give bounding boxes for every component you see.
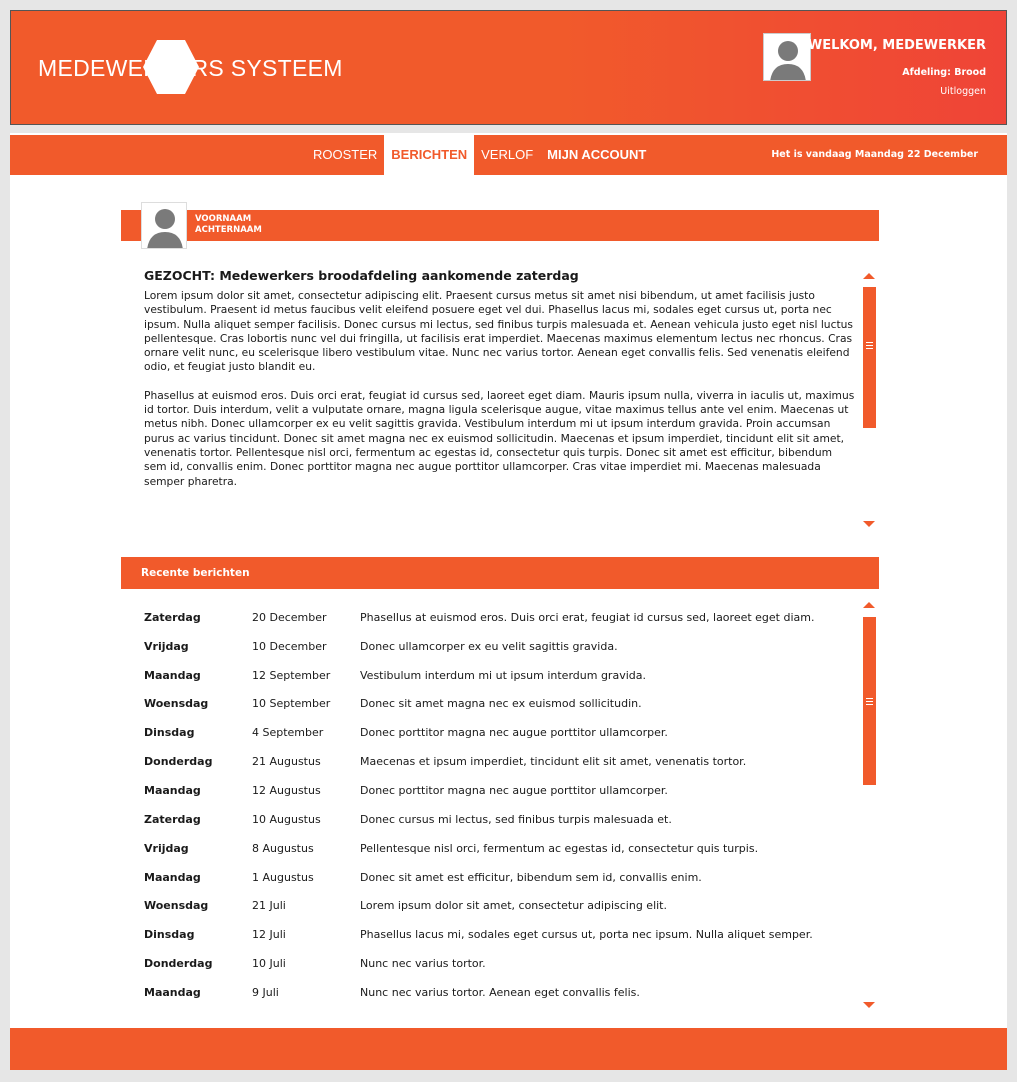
message-row[interactable] — [144, 661, 854, 690]
message-date: 21 Augustus — [252, 755, 321, 769]
message-day: Vrijdag — [144, 841, 189, 855]
scroll-up-icon[interactable] — [863, 602, 875, 608]
message-text: Donec cursus mi lectus, sed finibus turpis malesuada et. — [360, 812, 672, 826]
author-name — [195, 214, 262, 236]
app-logo[interactable] — [38, 39, 343, 97]
main-nav — [10, 135, 1007, 175]
message-day: Maandag — [144, 985, 201, 999]
message-row[interactable] — [144, 805, 854, 834]
message-row[interactable] — [144, 776, 854, 805]
message-text: Maecenas et ipsum imperdiet, tincidunt elit sit amet, venenatis tortor. — [360, 755, 747, 769]
message-day: Woensdag — [144, 697, 209, 711]
post-content — [144, 268, 856, 503]
message-day: Zaterdag — [144, 610, 201, 624]
message-date: 4 September — [252, 726, 324, 740]
message-date: 8 Augustus — [252, 841, 314, 855]
author-first-name: VOORNAAM — [195, 214, 252, 224]
message-date: 12 Juli — [252, 928, 286, 942]
message-row[interactable] — [144, 747, 854, 776]
message-row[interactable] — [144, 690, 854, 719]
message-day: Maandag — [144, 783, 201, 797]
post-paragraph: Lorem ipsum dolor sit amet, consectetur adipiscing elit. Praesent cursus metus sit amet nisi bibendum, ut amet facilisis justo vestibulum. Praesent id metus faucibus velit eleifend posuere eget vel dui. Phasellus lacus mi, sodales eget cursus ut, porta nec ipsum. Nulla aliquet semper facilisis. Donec cursus mi lectus, sed finibus turpis malesuada et. Aenean vehicula justo eget nisl luctus pellentesque. Cras lobortis nunc vel dui fringilla, ut facilisis erat imperdiet. Maecenas maximus elementum lectus nec rhoncus. Cras ornare velit nunc, eu scelerisque libero vestibulum vitae. Nunc nec varius tortor. Aenean eget convallis felis. Sed venenatis eleifend odio, et feugiat justo blandit eu. — [144, 289, 853, 374]
message-date: 20 December — [252, 610, 327, 624]
message-date: 10 September — [252, 697, 331, 711]
message-day: Woensdag — [144, 899, 209, 913]
message-text: Donec sit amet magna nec ex euismod sollicitudin. — [360, 697, 642, 711]
scroll-down-icon[interactable] — [863, 521, 875, 527]
message-text: Phasellus lacus mi, sodales eget cursus ut, porta nec ipsum. Nulla aliquet semper. — [360, 928, 813, 942]
message-text: Nunc nec varius tortor. — [360, 957, 486, 971]
message-date: 10 December — [252, 639, 327, 653]
message-row[interactable] — [144, 891, 854, 920]
app-header — [10, 10, 1007, 125]
department-text: Afdeling: Brood — [902, 67, 986, 78]
user-avatar[interactable] — [763, 33, 811, 81]
message-text: Lorem ipsum dolor sit amet, consectetur adipiscing elit. — [360, 899, 667, 913]
message-day: Maandag — [144, 668, 201, 682]
main-content — [10, 133, 1007, 1028]
message-text: Nunc nec varius tortor. Aenean eget convallis felis. — [360, 985, 640, 999]
message-text: Phasellus at euismod eros. Duis orci erat, feugiat id cursus sed, laoreet eget diam. — [360, 610, 815, 624]
user-avatar-icon — [142, 203, 187, 249]
author-last-name: ACHTERNAAM — [195, 225, 262, 235]
message-date: 1 Augustus — [252, 870, 314, 884]
post-paragraph: Phasellus at euismod eros. Duis orci erat, feugiat id cursus sed, laoreet eget diam. Mauris ipsum nulla, viverra in iaculis ut, maximus id tortor. Duis interdum, velit a vulputate ornare, magna ligula scelerisque augue, vitae maximus tellus ante vel enim. Maecenas ut metus nibh. Donec ullamcorper ex eu velit sagittis gravida. Vestibulum interdum mi ut ipsum interdum gravida. Proin accumsan purus ac varius tincidunt. Donec sit amet magna nec ex euismod sollicitudin. Maecenas et ipsum imperdiet, tincidunt elit sit amet, venenatis tortor. Pellentesque nisl orci, fermentum ac egestas id, consectetur quis turpis. Donec sit amet est efficitur, bibendum sem id, convallis enim. Donec porttitor magna nec augue porttitor ullamcorper. Cras vitae imperdiet mi. Maecenas malesuada semper pharetra. — [144, 388, 855, 488]
scroll-grip-icon — [866, 348, 873, 349]
message-date: 10 Juli — [252, 957, 286, 971]
logo-text: MEDEWERKERS SYSTEEM — [38, 55, 343, 81]
nav-item-rooster[interactable]: ROOSTER — [313, 147, 378, 162]
message-day: Vrijdag — [144, 639, 189, 653]
message-row[interactable] — [144, 949, 854, 978]
message-date: 12 Augustus — [252, 783, 321, 797]
message-day: Donderdag — [144, 755, 213, 769]
message-row[interactable] — [144, 834, 854, 863]
scroll-grip-icon — [866, 704, 873, 705]
message-row[interactable] — [144, 603, 854, 632]
messages-scrollbar-thumb[interactable] — [863, 617, 876, 785]
scroll-grip-icon — [866, 345, 873, 346]
post-title: GEZOCHT: Medewerkers broodafdeling aankomende zaterdag — [144, 268, 579, 283]
message-day: Maandag — [144, 870, 201, 884]
app-footer — [10, 1028, 1007, 1070]
recent-messages-table — [144, 603, 854, 1007]
message-text: Pellentesque nisl orci, fermentum ac egestas id, consectetur quis turpis. — [360, 841, 759, 855]
message-text: Donec porttitor magna nec augue porttitor ullamcorper. — [360, 783, 668, 797]
message-text: Vestibulum interdum mi ut ipsum interdum gravida. — [360, 668, 646, 682]
user-avatar-icon — [764, 34, 811, 81]
scroll-grip-icon — [866, 701, 873, 702]
scroll-down-icon[interactable] — [863, 1002, 875, 1008]
today-date-text: Het is vandaag Maandag 22 December — [771, 149, 978, 160]
logout-link[interactable]: Uitloggen — [940, 86, 986, 97]
nav-item-mijn-account[interactable]: MIJN ACCOUNT — [547, 147, 647, 162]
author-profile-bar — [121, 210, 879, 241]
message-row[interactable] — [144, 718, 854, 747]
message-date: 9 Juli — [252, 985, 279, 999]
message-day: Dinsdag — [144, 726, 195, 740]
message-date: 10 Augustus — [252, 812, 321, 826]
post-scrollbar-thumb[interactable] — [863, 287, 876, 428]
message-date: 21 Juli — [252, 899, 286, 913]
recent-messages-title: Recente berichten — [141, 567, 250, 579]
recent-messages-header — [121, 557, 879, 589]
message-row[interactable] — [144, 863, 854, 892]
scroll-grip-icon — [866, 698, 873, 699]
author-avatar — [141, 202, 187, 249]
message-text: Donec ullamcorper ex eu velit sagittis gravida. — [360, 639, 618, 653]
scroll-up-icon[interactable] — [863, 273, 875, 279]
message-row[interactable] — [144, 978, 854, 1007]
message-day: Zaterdag — [144, 812, 201, 826]
message-day: Dinsdag — [144, 928, 195, 942]
message-row[interactable] — [144, 920, 854, 949]
message-day: Donderdag — [144, 957, 213, 971]
message-date: 12 September — [252, 668, 331, 682]
scroll-grip-icon — [866, 342, 873, 343]
welcome-text: WELKOM, MEDEWERKER — [807, 38, 986, 53]
nav-item-verlof[interactable]: VERLOF — [481, 147, 534, 162]
message-row[interactable] — [144, 632, 854, 661]
message-text: Donec porttitor magna nec augue porttitor ullamcorper. — [360, 726, 668, 740]
nav-item-berichten[interactable]: BERICHTEN — [384, 135, 474, 175]
message-text: Donec sit amet est efficitur, bibendum sem id, convallis enim. — [360, 870, 702, 884]
